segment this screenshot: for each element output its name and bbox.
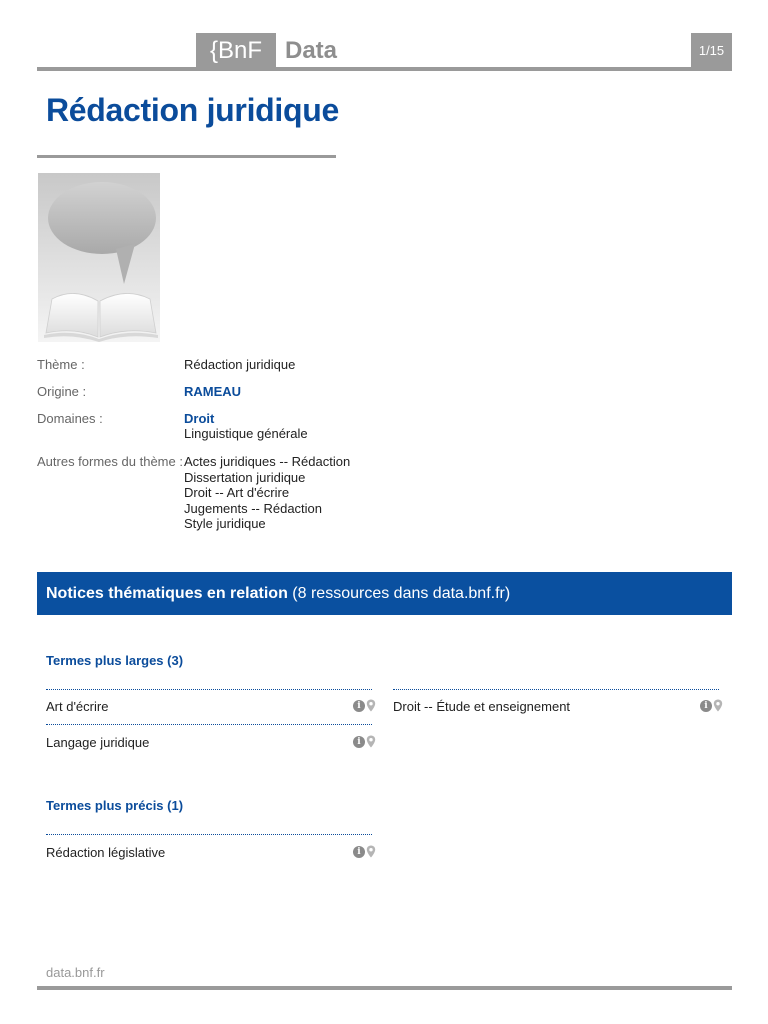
related-notices-count: (8 ressources dans data.bnf.fr) <box>292 585 511 602</box>
info-icon[interactable]: i <box>353 736 365 748</box>
origine-link[interactable]: RAMEAU <box>184 384 242 399</box>
theme-value: Rédaction juridique <box>184 357 296 372</box>
domaine-link-droit[interactable]: Droit <box>184 411 215 426</box>
term-actions <box>353 845 376 858</box>
bnf-logo[interactable]: {BnF <box>196 33 276 68</box>
map-pin-icon[interactable] <box>713 699 723 712</box>
map-pin-icon[interactable] <box>366 845 376 858</box>
domaine-item: Linguistique générale <box>184 426 308 441</box>
autre-forme-item: Jugements -- Rédaction <box>184 500 323 516</box>
narrower-terms-heading: Termes plus précis (1) <box>46 798 184 813</box>
divider <box>393 689 719 690</box>
map-pin-icon[interactable] <box>366 699 376 712</box>
broader-term-link[interactable]: Art d'écrire <box>46 699 109 714</box>
theme-label: Thème : <box>37 357 85 372</box>
term-actions <box>353 735 376 748</box>
map-pin-icon[interactable] <box>366 735 376 748</box>
term-actions <box>353 699 376 712</box>
term-actions <box>700 699 723 712</box>
divider <box>46 724 372 725</box>
broader-term-link[interactable]: Droit -- Étude et enseignement <box>393 699 571 714</box>
divider <box>46 689 372 690</box>
autre-forme-item: Style juridique <box>184 516 266 531</box>
narrower-term-link[interactable]: Rédaction législative <box>46 845 166 860</box>
page-title: Rédaction juridique <box>46 92 339 128</box>
title-underline <box>37 155 336 158</box>
related-notices-title: Notices thématiques en relation <box>46 585 288 602</box>
footer-site-link[interactable]: data.bnf.fr <box>46 965 105 980</box>
theme-illustration <box>38 173 160 342</box>
autres-formes-label: Autres formes du thème : <box>37 454 183 469</box>
domaines-label: Domaines : <box>37 411 103 426</box>
autre-forme-item: Dissertation juridique <box>184 469 306 485</box>
footer-divider <box>37 986 732 990</box>
divider <box>46 834 372 835</box>
info-icon[interactable]: i <box>700 700 712 712</box>
page-indicator: 1/15 <box>691 33 732 68</box>
related-notices-header <box>37 572 732 615</box>
autre-forme-item: Droit -- Art d'écrire <box>184 485 290 500</box>
broader-term-link[interactable]: Langage juridique <box>46 735 150 750</box>
info-icon[interactable]: i <box>353 700 365 712</box>
header-divider <box>37 67 732 71</box>
data-logo-text: Data <box>285 37 338 64</box>
broader-terms-heading: Termes plus larges (3) <box>46 653 184 668</box>
autre-forme-item: Actes juridiques -- Rédaction <box>184 454 351 469</box>
info-icon[interactable]: i <box>353 846 365 858</box>
origine-label: Origine : <box>37 384 87 399</box>
